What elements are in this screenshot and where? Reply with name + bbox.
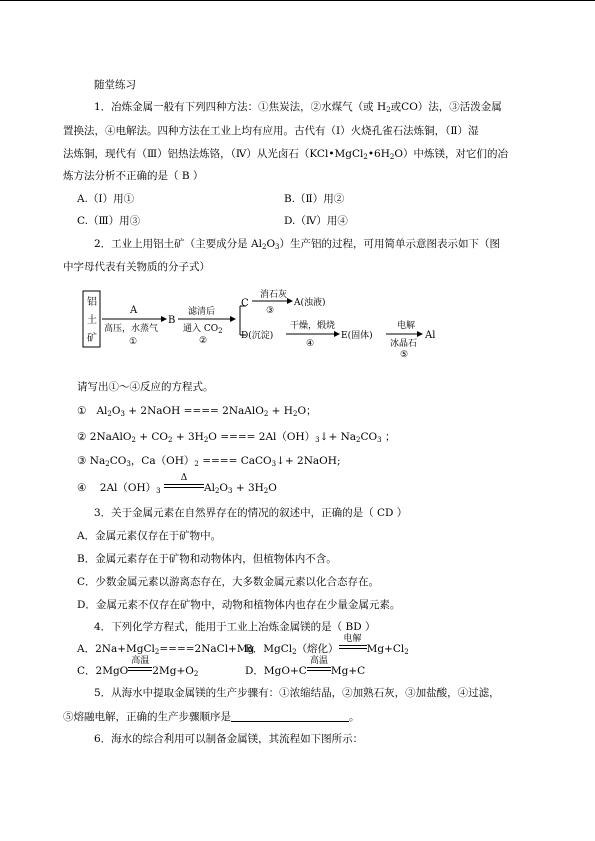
- ore-char-3: 矿: [87, 333, 97, 344]
- step-3-marker: ③: [266, 306, 275, 316]
- step-2-marker: ②: [199, 336, 208, 346]
- label-d-precipitate: D(沉淀): [241, 331, 274, 341]
- label-a: A: [130, 305, 138, 316]
- q6-line-1: 6．海水的综合利用可以制备金属镁，其流程如下图所示：: [94, 733, 364, 745]
- equation-3: ③ $Na_2CO_3$，$Ca(OH)_2$ ==== CaCO$_3$↓+ 2NaOH;: [77, 455, 341, 468]
- label-a-slurry: A(浊液): [294, 298, 326, 308]
- q4-option-a: A．2Na+MgCl$_2$====2NaCl+Mg: [77, 643, 255, 656]
- q3-stem: 3．关于金属元素在自然界存在的情况的叙述中，正确的是（ CD ）: [94, 507, 408, 519]
- label-e-solid: E(固体): [341, 331, 373, 341]
- q4-option-d: D．MgO+C 高温 Mg+C: [245, 656, 366, 677]
- q3-option-d: D．金属元素不仅存在矿物中，动物和植物体内也存在少量金属元素。: [77, 599, 401, 611]
- q3-option-b: B．金属元素存在于矿物和动物体内，但植物体内不含。: [77, 553, 337, 565]
- q1-option-c: C.（Ⅲ）用③: [77, 215, 141, 227]
- q1-option-d: D.（Ⅳ）用④: [284, 215, 348, 227]
- cond-cryolite: 冰晶石: [390, 339, 418, 349]
- cond-electrolysis: 电解: [397, 321, 416, 331]
- label-al: Al: [425, 330, 436, 341]
- cond-pressure-steam: 高压，水蒸气: [104, 324, 159, 334]
- cond-dry-calcine: 干燥，煅烧: [290, 321, 336, 331]
- ore-char-2: 土: [87, 315, 97, 326]
- q5-line-2: ⑤熔融电解，正确的生产步骤顺序是 。: [63, 711, 360, 723]
- q4-option-c: C．2MgO 高温 $2Mg+O_2$: [77, 656, 199, 678]
- equation-4: ④ $2Al(OH)_3$ Δ $Al_2O_3 + 3H_2O$: [77, 473, 277, 495]
- q4-option-b: B．MgCl$_2$（熔化） 电解 $Mg+Cl_2$: [245, 634, 409, 656]
- bauxite-flow-diagram: [82, 288, 462, 358]
- q2-prompt: 请写出①～④反应的方程式。: [77, 381, 214, 393]
- q4-stem: 4．下列化学方程式，能用于工业上冶炼金属镁的是（ BD ）: [94, 621, 376, 633]
- cond-slaked-lime: 消石灰: [260, 290, 288, 300]
- high-temp-condition-c: 高温: [128, 666, 152, 677]
- label-b: B: [168, 315, 176, 326]
- q1-option-b: B.（Ⅱ）用②: [284, 193, 345, 205]
- q1-line-2: 置换法，④电解法。四种方法在工业上均有应用。古代有（Ⅰ）火烧孔雀石法炼铜，（Ⅱ）湿: [63, 125, 479, 137]
- ore-char-1: 铝: [87, 297, 97, 308]
- step-1-marker: ①: [129, 337, 138, 347]
- answer-blank[interactable]: [231, 711, 349, 722]
- q1-option-a: A.（Ⅰ）用①: [77, 193, 135, 205]
- q2-line-2: 中字母代表有关物质的分子式）: [63, 261, 210, 273]
- q2-line-1: 2．工业上用铝土矿（主要成分是 $Al_2O_3$）生产铝的过程，可用简单示意图表示如下（图: [94, 238, 501, 251]
- q3-option-a: A．金属元素仅存在于矿物中。: [77, 530, 222, 542]
- q3-option-c: C．少数金属元素以游离态存在，大多数金属元素以化合态存在。: [77, 576, 380, 588]
- q5-line-1: 5．从海水中提取金属镁的生产步骤有：①浓缩结晶，②加熟石灰，③加盐酸，④过滤，: [94, 687, 500, 699]
- step-4-marker: ④: [306, 339, 315, 349]
- q1-line-3: 法炼铜，现代有（Ⅲ）铝热法炼铬，（Ⅳ）从光卤石$(KCl•MgCl_2•6H_2O)$中炼镁，对它们的冶: [63, 148, 508, 161]
- top-border: [0, 0, 595, 1]
- q1-line-1: 1．冶炼金属一般有下列四种方法：①焦炭法，②水煤气（或 $H_2$或CO）法，③活泼金属: [94, 101, 502, 114]
- q1-line-4: 炼方法分析不正确的是（ B ）: [63, 170, 204, 182]
- label-c: C: [241, 298, 249, 309]
- step-5-marker: ⑤: [400, 350, 409, 358]
- high-temp-condition-d: 高温: [307, 666, 331, 677]
- cond-filter: 滤清后: [188, 307, 216, 317]
- heat-condition: Δ: [164, 483, 204, 494]
- section-title: 随堂练习: [94, 79, 136, 91]
- equation-2: ② 2NaAlO$_2$ + $CO_2 + 3H_2O$ ==== $2Al(OH)_3↓+ Na_2CO_3$ ；: [77, 431, 396, 444]
- equation-1: ① $Al_2O_3$ + 2NaOH ==== 2NaAlO$_2$ + $H_2O$；: [77, 405, 317, 418]
- cond-co2: 通入 $CO_2$: [183, 324, 223, 335]
- electrolysis-condition: 电解: [339, 644, 367, 655]
